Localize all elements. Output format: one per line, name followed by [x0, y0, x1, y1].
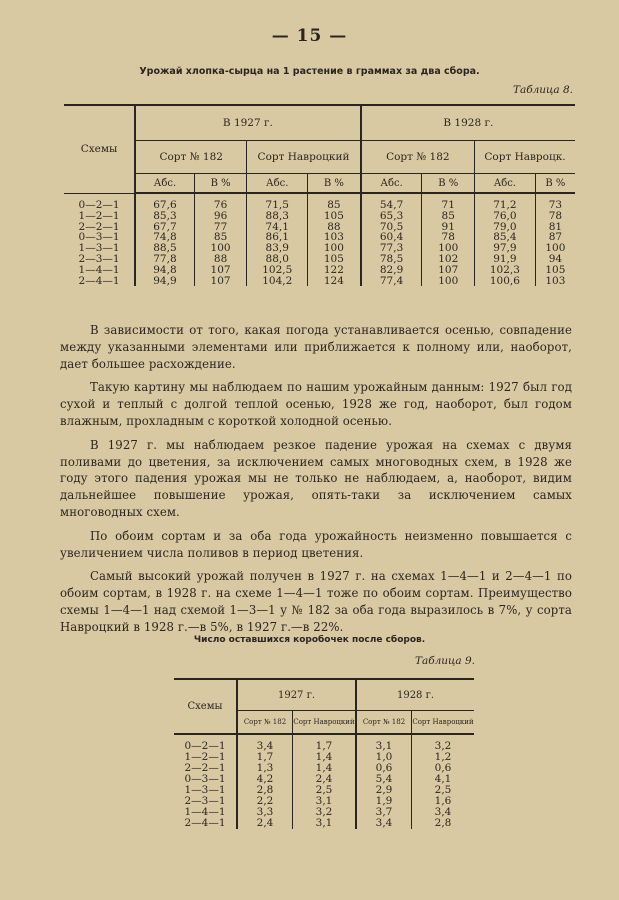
- value-cell: 105: [308, 211, 361, 222]
- table8-header-sort2-y1: Сорт Навроцкий: [247, 141, 361, 174]
- table9-header-schemes: Схемы: [174, 679, 237, 734]
- value-cell: 71: [422, 193, 475, 211]
- value-cell: 2,4: [293, 774, 357, 785]
- scheme-cell: 0—2—1: [64, 193, 135, 211]
- value-cell: 78: [548, 209, 563, 222]
- value-cell: 3,1: [293, 818, 357, 829]
- body-text: [60, 322, 572, 643]
- value-cell: 85: [422, 211, 475, 222]
- table8-label: Таблица 8.: [512, 84, 573, 96]
- scheme-cell: 1—3—1: [174, 785, 237, 796]
- value-cell: 107: [194, 276, 247, 287]
- value-cell: 88,0: [247, 254, 308, 265]
- paragraph: В зависимости от того, какая погода устанавливается осенью, совпадение между указанными элементами или приближается к полному или, наоборот, дает большее расхождение.: [60, 323, 572, 371]
- scheme-cell: 1—3—1: [64, 243, 135, 254]
- scheme-cell: 0—3—1: [174, 774, 237, 785]
- value-cell: 2,5: [434, 784, 452, 796]
- scheme-cell: 0—2—1: [174, 734, 237, 752]
- value-cell: 87: [548, 231, 563, 244]
- paragraph: По обоим сортам и за оба года урожайность неизменно повышается с увеличением числа поливов в период цветения.: [60, 528, 572, 560]
- table8-header-abs: Абс.: [475, 174, 536, 194]
- value-cell: 103: [308, 232, 361, 243]
- value-cell: 96: [194, 211, 247, 222]
- table9-body: [174, 734, 474, 829]
- table8-body: [64, 193, 575, 286]
- value-cell: 88,3: [247, 211, 308, 222]
- scheme-cell: 1—4—1: [64, 265, 135, 276]
- table9: [174, 678, 474, 829]
- table8-header-pct: В %: [194, 174, 247, 194]
- value-cell: 70,5: [361, 222, 422, 233]
- value-cell: 3,3: [237, 807, 293, 818]
- value-cell: 4,1: [434, 773, 452, 785]
- value-cell: 122: [308, 265, 361, 276]
- value-cell: 2,4: [237, 818, 293, 829]
- value-cell: 77,3: [361, 243, 422, 254]
- value-cell: 76: [194, 193, 247, 211]
- table8-caption: Урожай хлопка-сырца на 1 растение в граммах за два сбора.: [139, 66, 480, 77]
- paragraph: В 1927 г. мы наблюдаем резкое падение урожая на схемах с двумя поливами до цветения, за исключением самых многоводных схем, в 1928 же году этого падения урожая мы не только не наблюдаем, а, наоборот, видим дальнейшее повышение урожая, опять-таки за исключением самых многоводных схем.: [60, 437, 572, 519]
- scheme-cell: 2—3—1: [64, 254, 135, 265]
- scheme-cell: 2—4—1: [64, 276, 135, 287]
- value-cell: 88: [308, 222, 361, 233]
- value-cell: 104,2: [247, 276, 308, 287]
- table8-header-schemes: Схемы: [64, 105, 135, 193]
- value-cell: 102,3: [475, 265, 536, 276]
- value-cell: 2,8: [434, 817, 452, 829]
- value-cell: 3,4: [434, 806, 452, 818]
- value-cell: 74,8: [135, 232, 194, 243]
- scheme-cell: 1—4—1: [174, 807, 237, 818]
- value-cell: 100: [194, 243, 247, 254]
- value-cell: 74,1: [247, 222, 308, 233]
- value-cell: 71,2: [475, 193, 536, 211]
- value-cell: 1,7: [293, 734, 357, 752]
- table9-header-sort1-y2: Сорт № 182: [356, 711, 412, 735]
- table8-header-year2: В 1928 г.: [361, 105, 575, 141]
- table9-header-year1: 1927 г.: [237, 679, 356, 711]
- table8-header-abs: Абс.: [135, 174, 194, 194]
- paragraph: Самый высокий урожай получен в 1927 г. на схемах 1—4—1 и 2—4—1 по обоим сортам, в 1928 г. на схеме 1—4—1 тоже по обоим сортам. Преимущество схемы 1—4—1 над схемой 1—3—1 у № 182 за оба года выразилось в 7%, у сорта Навроцкий в 1928 г.—в 5%, в 1927 г.—в 22%.: [60, 569, 572, 634]
- value-cell: 3,7: [356, 807, 412, 818]
- page-number: — 15 —: [271, 26, 348, 46]
- value-cell: 105: [308, 254, 361, 265]
- value-cell: 1,9: [356, 796, 412, 807]
- value-cell: 88: [194, 254, 247, 265]
- table9-header-sort1-y1: Сорт № 182: [237, 711, 293, 735]
- value-cell: 67,7: [135, 222, 194, 233]
- value-cell: 100: [545, 242, 566, 255]
- value-cell: 100: [422, 243, 475, 254]
- table9-label: Таблица 9.: [414, 655, 475, 667]
- value-cell: 67,6: [135, 193, 194, 211]
- value-cell: 85,3: [135, 211, 194, 222]
- value-cell: 100,6: [475, 276, 536, 287]
- value-cell: 2,9: [356, 785, 412, 796]
- value-cell: 4,2: [237, 774, 293, 785]
- table8-header-pct: В %: [422, 174, 475, 194]
- value-cell: 78,5: [361, 254, 422, 265]
- value-cell: 94: [548, 252, 563, 265]
- value-cell: 1,2: [434, 751, 452, 763]
- value-cell: 3,4: [356, 818, 412, 829]
- value-cell: 102,5: [247, 265, 308, 276]
- value-cell: 85: [194, 232, 247, 243]
- value-cell: 76,0: [475, 211, 536, 222]
- scheme-cell: 1—2—1: [64, 211, 135, 222]
- value-cell: 85: [308, 193, 361, 211]
- value-cell: 107: [194, 265, 247, 276]
- value-cell: 83,9: [247, 243, 308, 254]
- value-cell: 97,9: [475, 243, 536, 254]
- value-cell: 54,7: [361, 193, 422, 211]
- scheme-cell: 2—2—1: [64, 222, 135, 233]
- value-cell: 3,2: [293, 807, 357, 818]
- table8-header-pct: В %: [308, 174, 361, 194]
- value-cell: 88,5: [135, 243, 194, 254]
- value-cell: 5,4: [356, 774, 412, 785]
- value-cell: 65,3: [361, 211, 422, 222]
- value-cell: 102: [422, 254, 475, 265]
- value-cell: 91,9: [475, 254, 536, 265]
- value-cell: 73: [548, 199, 563, 211]
- value-cell: 0,6: [434, 762, 452, 774]
- value-cell: 2,5: [293, 785, 357, 796]
- value-cell: 1,7: [237, 752, 293, 763]
- value-cell: 71,5: [247, 193, 308, 211]
- scheme-cell: 2—2—1: [174, 763, 237, 774]
- scheme-cell: 0—3—1: [64, 232, 135, 243]
- value-cell: 3,1: [293, 796, 357, 807]
- value-cell: 82,9: [361, 265, 422, 276]
- value-cell: 0,6: [356, 763, 412, 774]
- table8-header-pct: В %: [535, 174, 575, 194]
- value-cell: 1,3: [237, 763, 293, 774]
- table9-header-sort2-y1: Сорт Навроцкий: [293, 711, 357, 735]
- table8-header-sort1-y2: Сорт № 182: [361, 141, 475, 174]
- table8-header-year1: В 1927 г.: [135, 105, 361, 141]
- table-row: [174, 734, 474, 752]
- table8-header-abs: Абс.: [247, 174, 308, 194]
- table8-header-sort2-y2: Сорт Навроцк.: [475, 141, 576, 174]
- value-cell: 78: [422, 232, 475, 243]
- value-cell: 2,2: [237, 796, 293, 807]
- value-cell: 1,0: [356, 752, 412, 763]
- value-cell: 124: [308, 276, 361, 287]
- table-row: [64, 276, 575, 287]
- value-cell: 91: [422, 222, 475, 233]
- table-row: [64, 265, 575, 276]
- value-cell: 1,6: [434, 795, 452, 807]
- value-cell: 3,4: [237, 734, 293, 752]
- value-cell: 81: [548, 220, 563, 233]
- table9-header-sort2-y2: Сорт Навроцкий: [412, 711, 475, 735]
- table-row: [64, 193, 575, 211]
- table-row: [174, 818, 474, 829]
- value-cell: 105: [545, 263, 566, 276]
- value-cell: 77,4: [361, 276, 422, 287]
- scheme-cell: 1—2—1: [174, 752, 237, 763]
- value-cell: 79,0: [475, 222, 536, 233]
- value-cell: 3,2: [434, 740, 452, 752]
- value-cell: 77,8: [135, 254, 194, 265]
- value-cell: 100: [308, 243, 361, 254]
- table9-caption: Число оставшихся коробочек после сборов.: [193, 635, 426, 645]
- paragraph: Такую картину мы наблюдаем по нашим урожайным данным: 1927 был год сухой и теплый с долгой теплой осенью, 1928 же год, наоборот, был годом влажным, прохладным с короткой холодной осенью.: [60, 380, 572, 428]
- value-cell: 2,8: [237, 785, 293, 796]
- table8-header-sort1-y1: Сорт № 182: [135, 141, 247, 174]
- value-cell: 94,9: [135, 276, 194, 287]
- value-cell: 77: [194, 222, 247, 233]
- value-cell: 103: [545, 274, 566, 287]
- value-cell: 1,4: [293, 752, 357, 763]
- value-cell: 85,4: [475, 232, 536, 243]
- value-cell: 86,1: [247, 232, 308, 243]
- value-cell: 107: [422, 265, 475, 276]
- value-cell: 60,4: [361, 232, 422, 243]
- scheme-cell: 2—4—1: [174, 818, 237, 829]
- table8: [64, 104, 575, 286]
- value-cell: 1,4: [293, 763, 357, 774]
- table8-header-abs: Абс.: [361, 174, 422, 194]
- value-cell: 100: [422, 276, 475, 287]
- table-row: [64, 211, 575, 222]
- value-cell: 3,1: [356, 734, 412, 752]
- value-cell: 94,8: [135, 265, 194, 276]
- table9-header-year2: 1928 г.: [356, 679, 474, 711]
- scheme-cell: 2—3—1: [174, 796, 237, 807]
